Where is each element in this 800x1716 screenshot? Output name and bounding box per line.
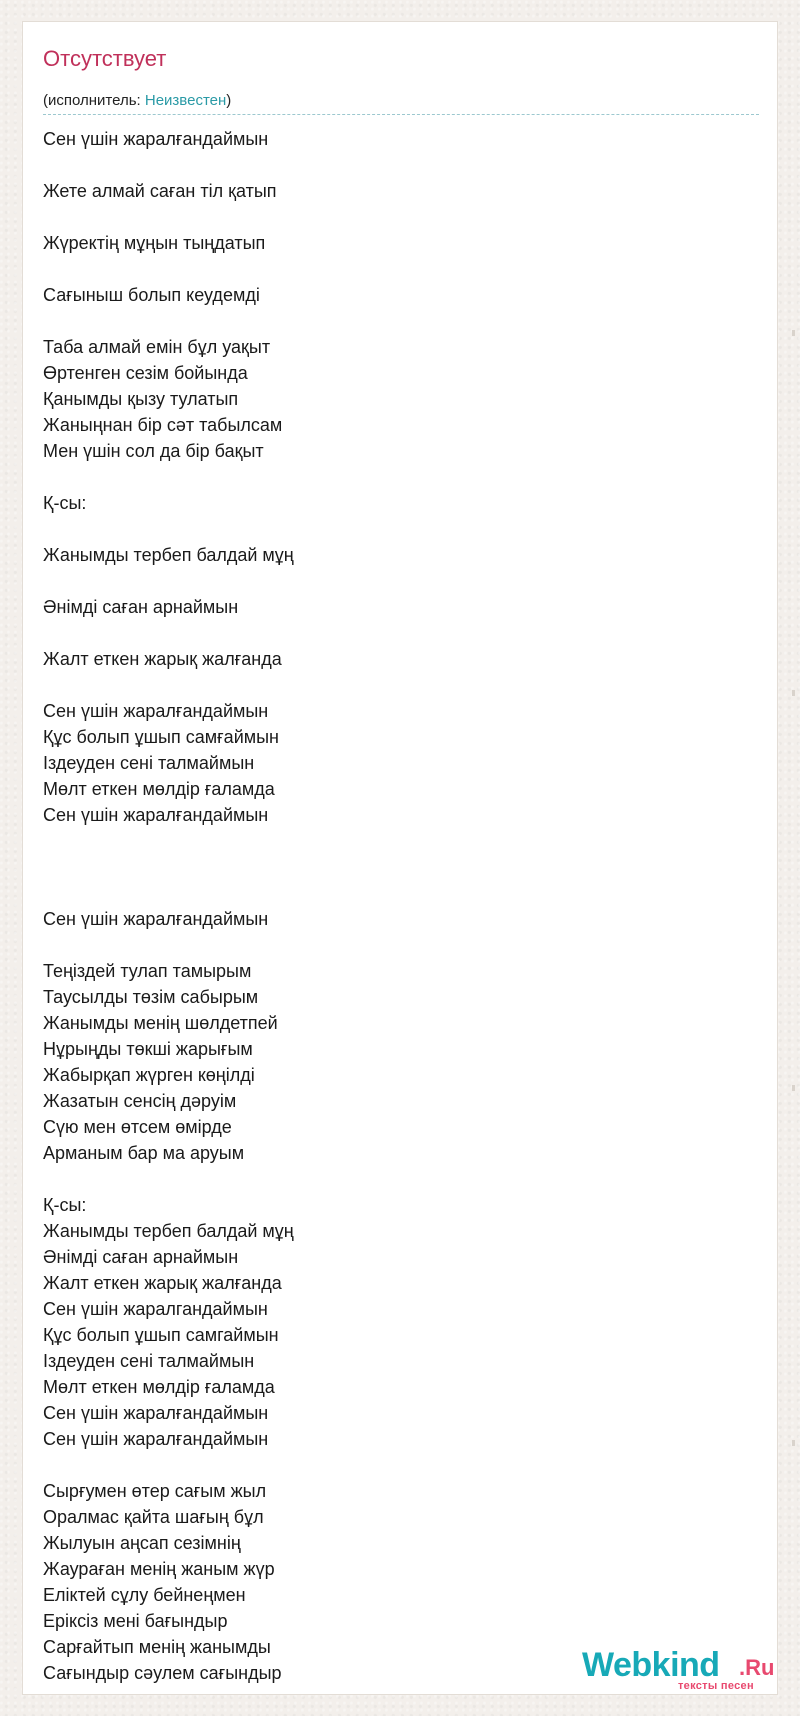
lyrics-card: [22, 21, 778, 1695]
header-divider: [43, 114, 759, 115]
edge-mark: [792, 330, 795, 336]
lyric-blank-line: [43, 464, 759, 490]
lyric-line: Жалт еткен жарық жалғанда: [43, 649, 282, 669]
lyric-line: Жазатын сенсің дәруім: [43, 1091, 237, 1111]
lyric-line: Сен үшін жаралгандаймын: [43, 1299, 268, 1319]
lyric-blank-line: [43, 1166, 759, 1192]
lyric-line: Әнімді саған арнаймын: [43, 597, 239, 617]
lyric-blank-line: [43, 672, 759, 698]
lyric-line: Таба алмай емін бұл уақыт: [43, 337, 271, 357]
artist-suffix: ): [226, 92, 232, 109]
lyric-line: Сен үшін жаралғандаймын: [43, 805, 269, 825]
lyric-line: Әнімді саған арнаймын: [43, 1247, 239, 1267]
watermark-tagline: тексты песен: [678, 1680, 754, 1692]
lyric-line: Жанымды менің шөлдетпей: [43, 1013, 278, 1033]
lyric-blank-line: [43, 256, 759, 282]
lyric-line: Жүректің мұңын тыңдатып: [43, 233, 266, 253]
lyric-blank-line: [43, 828, 759, 854]
lyric-blank-line: [43, 308, 759, 334]
lyric-line: Мөлт еткен мөлдір ғаламда: [43, 779, 275, 799]
lyric-line: Сен үшін жаралғандаймын: [43, 701, 269, 721]
song-title: Отсутствует: [43, 46, 167, 71]
lyric-line: Мен үшін сол да бір бақыт: [43, 441, 264, 461]
lyric-line: Өртенген сезім бойында: [43, 363, 248, 383]
artist-line: [43, 92, 231, 110]
lyric-line: Іздеуден сені талмаймын: [43, 1351, 255, 1371]
lyric-line: Еріксіз мені бағындыр: [43, 1611, 228, 1631]
watermark-tld: .Ru: [739, 1655, 775, 1680]
lyric-blank-line: [43, 568, 759, 594]
lyric-line: Қ-сы:: [43, 1195, 87, 1215]
lyric-line: Сен үшін жаралғандаймын: [43, 909, 269, 929]
lyric-line: Арманым бар ма аруым: [43, 1143, 245, 1163]
lyric-line: Жаураған менің жаным жүр: [43, 1559, 275, 1579]
edge-mark: [792, 690, 795, 696]
lyric-line: Жылуын аңсап сезімнің: [43, 1533, 241, 1553]
artist-link[interactable]: Неизвестен: [144, 92, 227, 109]
edge-mark: [792, 1440, 795, 1446]
lyric-line: Сағындыр сәулем сағындыр: [43, 1663, 282, 1683]
webkind-watermark: [582, 1646, 775, 1693]
lyric-line: Теңіздей тулап тамырым: [43, 961, 252, 981]
lyric-blank-line: [43, 152, 759, 178]
lyric-line: Жете алмай саған тіл қатып: [43, 181, 277, 201]
lyric-blank-line: [43, 620, 759, 646]
lyric-line: Мөлт еткен мөлдір ғаламда: [43, 1377, 275, 1397]
lyric-line: Сен үшін жаралғандаймын: [43, 1429, 269, 1449]
lyric-line: Еліктей сұлу бейнеңмен: [43, 1585, 246, 1605]
watermark-brand: Webkind: [582, 1646, 720, 1684]
lyric-line: Жанымды тербеп балдай мұң: [43, 545, 294, 565]
lyric-line: Құс болып ұшып самгаймын: [43, 1325, 279, 1345]
lyric-blank-line: [43, 1452, 759, 1478]
lyric-blank-line: [43, 204, 759, 230]
lyric-line: Жанымды тербеп балдай мұң: [43, 1221, 294, 1241]
edge-mark: [792, 1085, 795, 1091]
lyric-line: Құс болып ұшып самғаймын: [43, 727, 279, 747]
lyric-line: Жалт еткен жарық жалғанда: [43, 1273, 282, 1293]
lyrics-text: [43, 126, 759, 1686]
lyric-line: Сағыныш болып кеудемді: [43, 285, 260, 305]
lyric-blank-line: [43, 854, 759, 880]
lyric-line: Таусылды төзім сабырым: [43, 987, 259, 1007]
lyric-blank-line: [43, 880, 759, 906]
lyric-line: Іздеуден сені талмаймын: [43, 753, 255, 773]
lyric-line: Сен үшін жаралғандаймын: [43, 1403, 269, 1423]
lyric-blank-line: [43, 932, 759, 958]
lyric-line: Сен үшін жаралғандаймын: [43, 129, 269, 149]
lyric-line: Оралмас қайта шағың бұл: [43, 1507, 264, 1527]
song-header: [43, 42, 759, 116]
lyric-blank-line: [43, 516, 759, 542]
lyric-line: Сырғумен өтер сағым жыл: [43, 1481, 267, 1501]
lyric-line: Сарғайтып менің жанымды: [43, 1637, 271, 1657]
lyric-line: Жабырқап жүрген көңілді: [43, 1065, 255, 1085]
lyric-line: Сүю мен өтсем өмірде: [43, 1117, 232, 1137]
lyric-line: Қ-сы:: [43, 493, 87, 513]
artist-prefix: (исполнитель:: [43, 92, 145, 109]
lyric-line: Қанымды қызу тулатып: [43, 389, 239, 409]
lyric-line: Нұрыңды төкші жарығым: [43, 1039, 253, 1059]
lyric-line: Жаныңнан бір сәт табылсам: [43, 415, 283, 435]
